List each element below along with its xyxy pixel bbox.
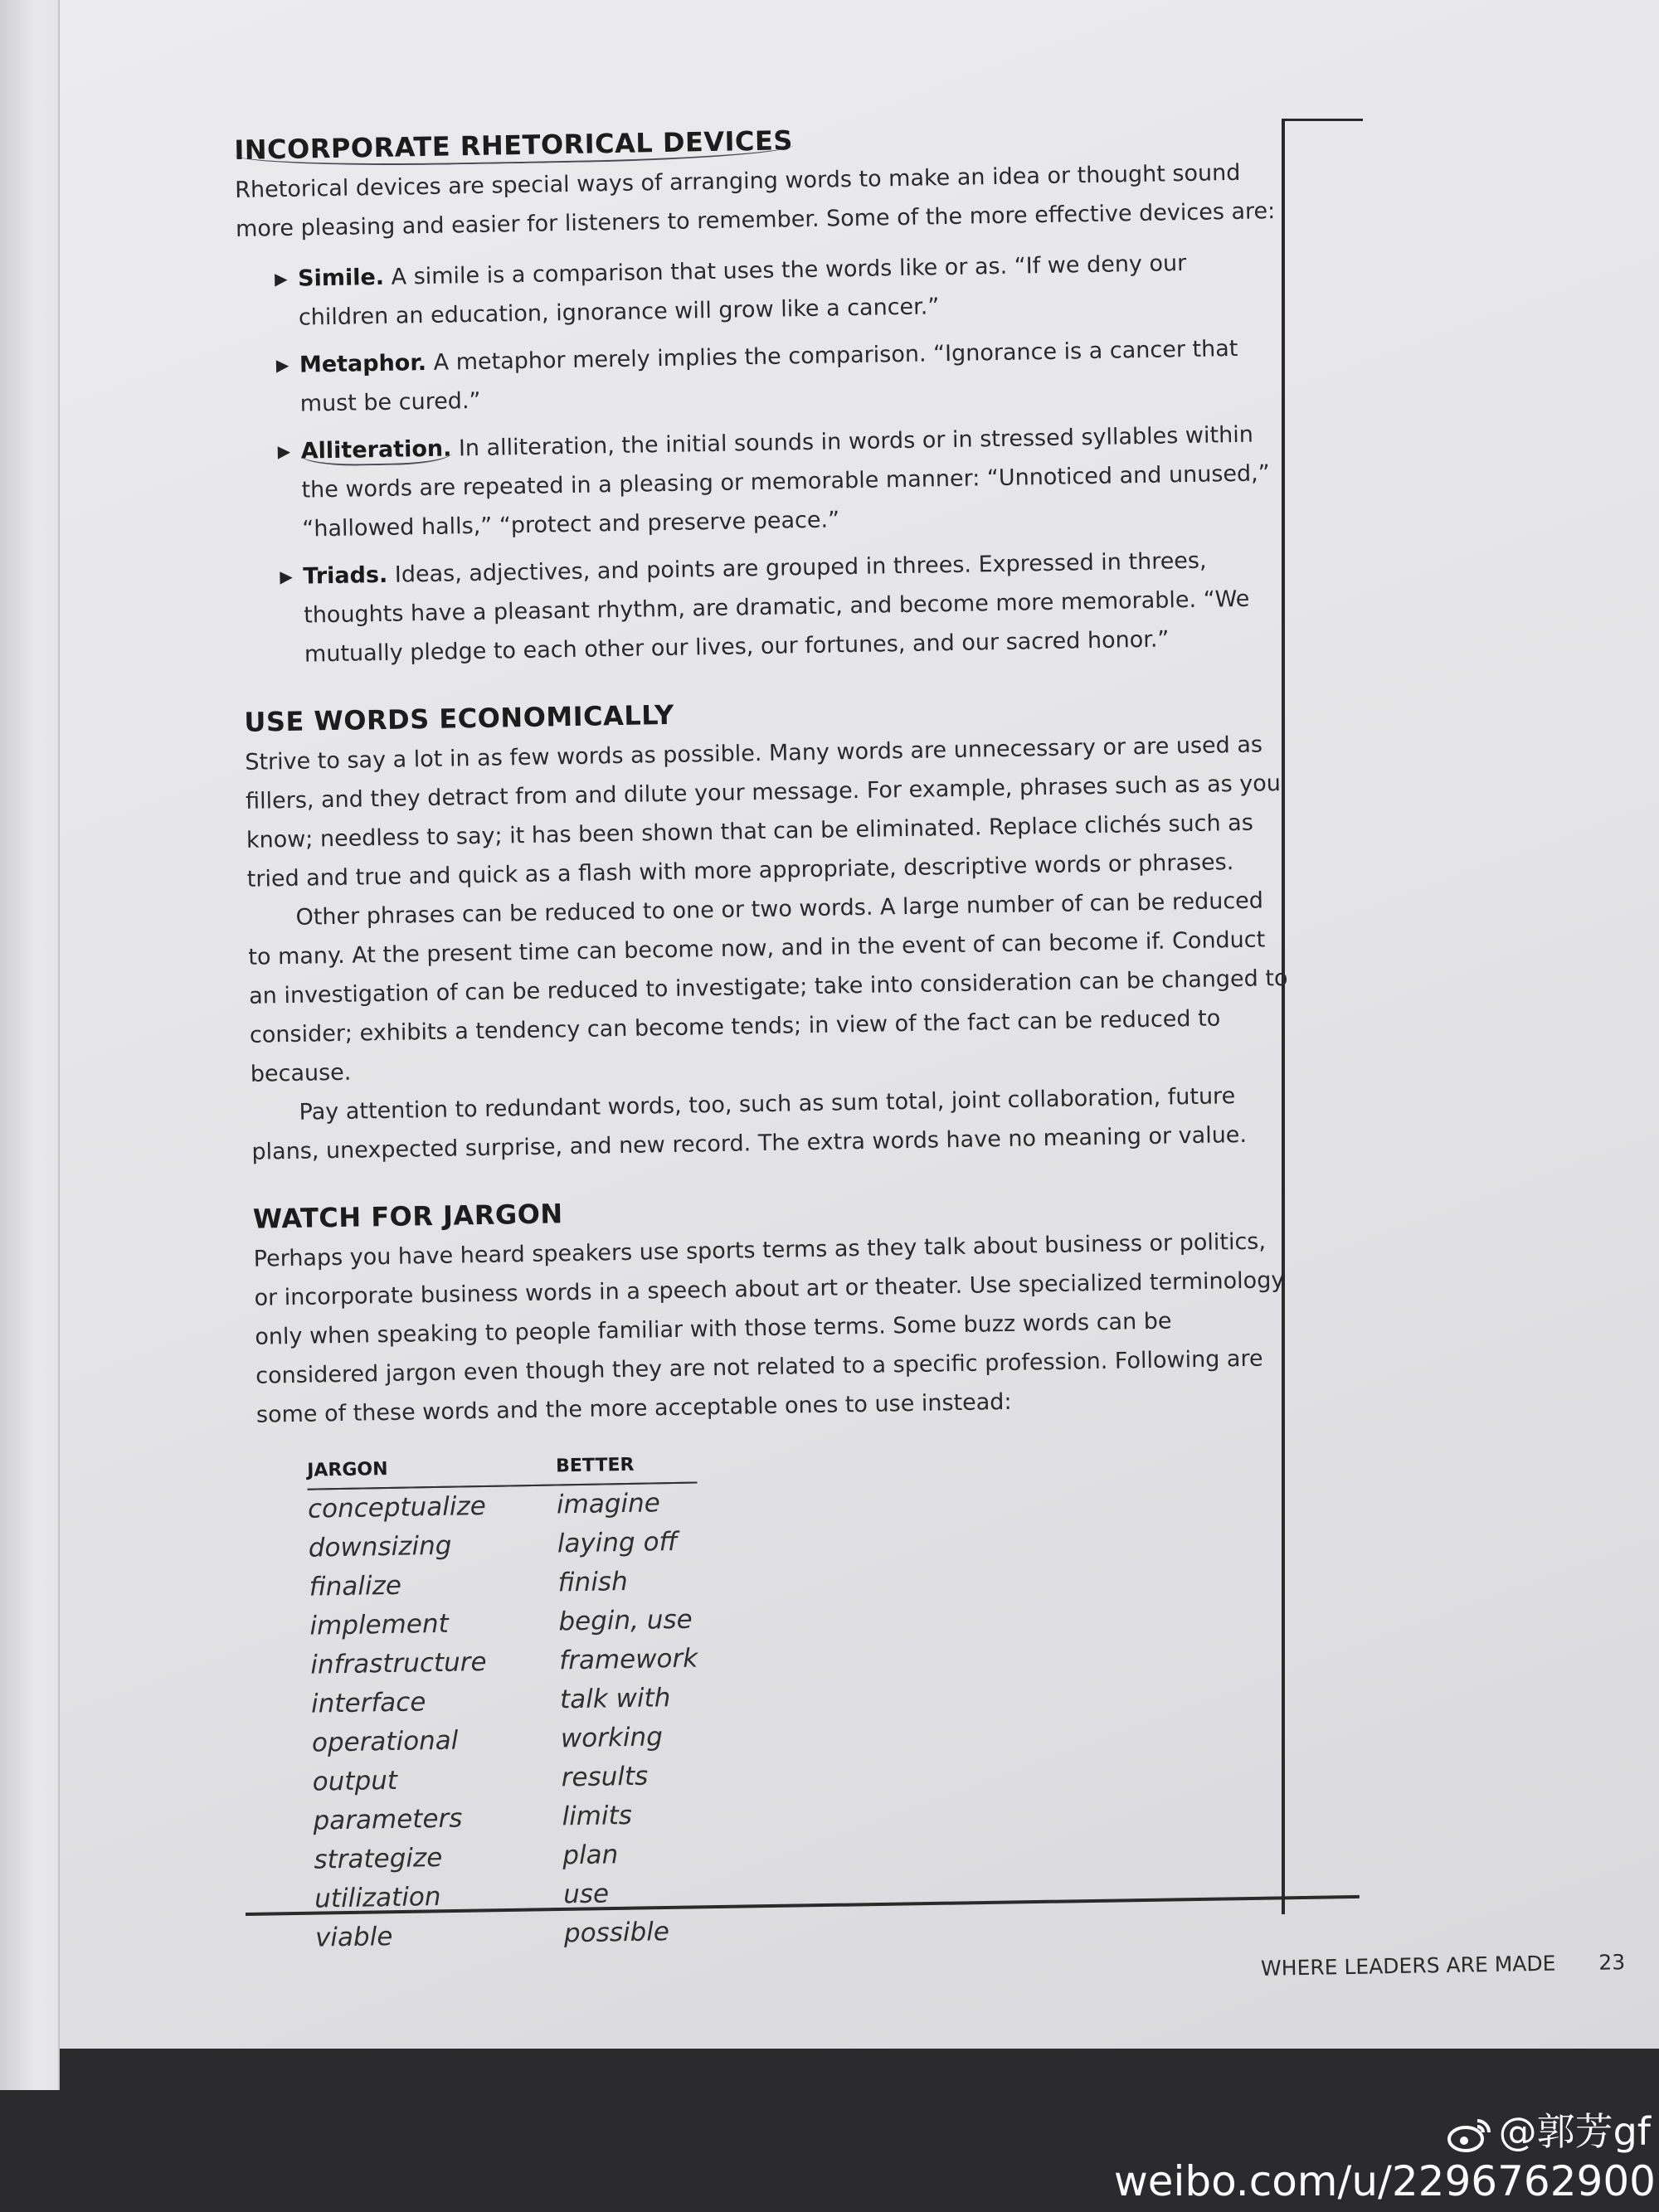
better-word: imagine (556, 1488, 661, 1520)
better-word: talk with (559, 1683, 671, 1715)
device-term: Triads. (303, 562, 388, 590)
better-word: begin, use (558, 1604, 693, 1637)
section-heading: INCORPORATE RHETORICAL DEVICES (234, 113, 1276, 169)
jargon-word: finalize (309, 1570, 402, 1602)
bullet-arrow-icon: ▶ (277, 440, 291, 462)
table-row (314, 1834, 704, 1879)
page-content (234, 113, 1307, 1987)
page-footer (1261, 1950, 1626, 1981)
better-word: possible (563, 1917, 670, 1949)
jargon-word: implement (309, 1608, 450, 1641)
table-row (315, 1912, 706, 1957)
watermark-url: weibo.com/u/2296762900 (1113, 2157, 1656, 2205)
device-text: A metaphor merely implies the comparison. “Ignorance is a cancer that must be cured.” (299, 335, 1238, 417)
jargon-word: utilization (314, 1881, 441, 1914)
jargon-word: interface (310, 1687, 426, 1719)
better-word: working (560, 1722, 664, 1754)
better-word: use (562, 1879, 610, 1910)
jargon-word: output (312, 1765, 398, 1797)
section-words-economically (244, 685, 1293, 1172)
jargon-word: infrastructure (309, 1646, 487, 1680)
table-row (311, 1678, 702, 1723)
table-row (308, 1522, 698, 1568)
table-row (312, 1717, 703, 1762)
page-number: 23 (1598, 1950, 1626, 1975)
jargon-word: parameters (313, 1803, 463, 1836)
table-row (313, 1795, 703, 1840)
jargon-word: conceptualize (307, 1490, 487, 1524)
section-rhetorical-devices (234, 113, 1284, 675)
better-word: laying off (557, 1526, 679, 1559)
list-item (241, 540, 1284, 675)
jargon-table (307, 1451, 705, 1958)
column-header-better: BETTER (556, 1451, 698, 1485)
list-item (239, 415, 1282, 550)
paragraph: Pay attention to redundant words, too, such as sum total, joint collaboration, future plans, unexpected surprise, and new record. The extra words have no meaning or value. (251, 1083, 1248, 1165)
better-word: framework (558, 1643, 698, 1676)
table-row (312, 1756, 703, 1801)
device-term: Metaphor. (299, 349, 427, 378)
jargon-word: viable (314, 1921, 393, 1953)
bullet-arrow-icon: ▶ (280, 566, 293, 587)
jargon-word: strategize (314, 1842, 443, 1875)
list-item (236, 242, 1278, 338)
device-list (236, 242, 1285, 675)
table-row (310, 1639, 701, 1685)
jargon-word: operational (311, 1725, 459, 1758)
weibo-logo-icon (1446, 2116, 1492, 2154)
watermark-handle: @郭芳gf (1078, 2107, 1659, 2156)
table-row (314, 1873, 705, 1918)
paragraph: Other phrases can be reduced to one or two words. A large number of can be reduced to many. At the present time can become now, and in the event of can become if. Conduct an investigation of can be reduced to investigate; take into consideration can be changed to consider; exhibits a tendency can become tends; in view of the fact can be reduced to because. (248, 887, 1288, 1087)
paragraph: Strive to say a lot in as few words as possible. Many words are unnecessary or are used as fillers, and they detract from and dilute your message. For example, phrases such as as you know; needless to say; it has been shown that can be eliminated. Replace clichés such as tried and true and quick as a flash with more appropriate, descriptive words or phrases. (245, 732, 1282, 892)
column-header-jargon: JARGON (307, 1452, 557, 1489)
table-row (309, 1561, 699, 1607)
bullet-arrow-icon: ▶ (275, 354, 289, 376)
section-heading: USE WORDS ECONOMICALLY (244, 698, 675, 738)
device-term: Alliteration. (300, 435, 451, 466)
list-item (238, 328, 1280, 425)
better-word: finish (557, 1566, 629, 1598)
section-jargon (252, 1182, 1306, 1959)
bullet-arrow-icon: ▶ (274, 268, 288, 289)
better-word: limits (562, 1800, 633, 1832)
device-term: Simile. (297, 264, 385, 292)
better-word: plan (562, 1840, 619, 1871)
device-text: A simile is a comparison that uses the words like or as. “If we deny our children an education, ignorance will grow like a cancer.” (298, 250, 1187, 331)
section-intro: Rhetorical devices are special ways of arranging words to make an idea or thought sound more pleasing and easier for listeners to remember. Some of the more effective devices are: (234, 159, 1276, 242)
device-text: In alliteration, the initial sounds in words or in stressed syllables within the words are repeated in a pleasing or memorable manner: “Unnoticed and unused,” “hallowed halls,” “protect and preserve peace.” (301, 421, 1270, 542)
table-row (309, 1600, 700, 1646)
device-text: Ideas, adjectives, and points are grouped in threes. Expressed in threes, thoughts have a pleasant rhythm, are dramatic, and become more memorable. “We mutually pledge to each other our lives, our fortunes, and our sacred honor.” (303, 547, 1250, 668)
table-row (308, 1483, 698, 1529)
weibo-watermark (1078, 2107, 1659, 2206)
section-heading: WATCH FOR JARGON (252, 1198, 563, 1235)
better-word: results (561, 1761, 649, 1793)
book-spine (0, 0, 60, 2090)
footer-title: WHERE LEADERS ARE MADE (1260, 1951, 1556, 1981)
section-intro: Perhaps you have heard speakers use sports terms as they talk about business or politics, or incorporate business words in a speech about art or theater. Use specialized terminology only when speaking to people familiar with those terms. Some buzz words can be considered jargon even though they are not related to a specific profession. Following are some of these words and the more acceptable ones to use instead: (253, 1228, 1285, 1428)
jargon-word: downsizing (308, 1530, 452, 1563)
